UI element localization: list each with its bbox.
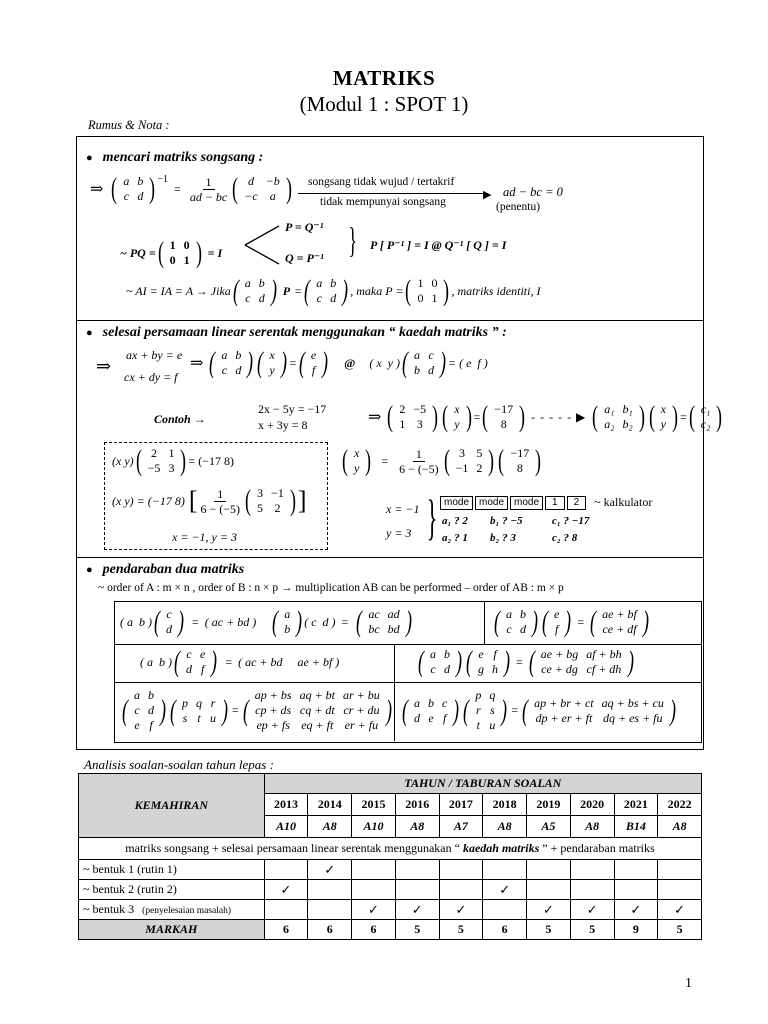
code-cell: A5 bbox=[527, 816, 571, 838]
page-number: 1 bbox=[685, 976, 692, 991]
mult-2x2-2x1: ( a b c d ) ( e f ) = ( ae + bf ce + df ) bbox=[494, 605, 649, 638]
section1-heading: ● mencari matriks songsang : bbox=[86, 150, 264, 165]
year-cell: 2016 bbox=[395, 794, 439, 816]
empty-cell bbox=[614, 860, 658, 880]
skill-label bbox=[79, 900, 265, 920]
determinant-eq: ad − bc = 0 bbox=[503, 185, 563, 199]
skill-label-text: ~ bentuk 3 bbox=[83, 902, 135, 916]
row-form: (x y) bbox=[112, 453, 134, 468]
implies-arrow: ⇒ bbox=[96, 356, 112, 376]
example-eq2: x + 3y = 8 bbox=[258, 418, 308, 432]
tick-cell: ✓ bbox=[395, 900, 439, 920]
year-cell: 2014 bbox=[308, 794, 352, 816]
rumus-label: Rumus & Nota : bbox=[88, 118, 170, 132]
calc-a2: a₂ ? 1 bbox=[442, 532, 468, 544]
empty-cell bbox=[352, 860, 396, 880]
row-result: x = −1, y = 3 bbox=[172, 530, 237, 544]
mult-3x2-2x3: ( a b c d e f ) ( p q r s t u ) = ( ap + bs aq + bt ar + bu cp + ds cq + dt cr + du ep + fs eq + ft er + fu ) bbox=[122, 688, 392, 732]
code-cell: A8 bbox=[658, 816, 702, 838]
skill-label bbox=[79, 860, 265, 880]
markah-cell: 6 bbox=[352, 920, 396, 940]
empty-cell bbox=[527, 880, 571, 900]
tick-cell: ✓ bbox=[658, 900, 702, 920]
equals-row: = (−17 8) bbox=[188, 453, 234, 468]
empty-cell bbox=[483, 860, 527, 880]
grid-hline-2 bbox=[114, 682, 702, 683]
skill-row bbox=[79, 860, 702, 880]
general-eq1: ax + by = e bbox=[126, 348, 183, 362]
empty-cell bbox=[308, 880, 352, 900]
empty-cell bbox=[570, 880, 614, 900]
empty-cell bbox=[395, 880, 439, 900]
kemahiran-header: KEMAHIRAN bbox=[79, 774, 265, 838]
page-title: MATRIKS bbox=[332, 66, 436, 90]
year-cell: 2022 bbox=[658, 794, 702, 816]
topic-suffix: ” + pendaraban matriks bbox=[542, 841, 655, 855]
topic-bold: kaedah matriks bbox=[462, 841, 540, 855]
skill-label-note: (penyelesaian masalah) bbox=[142, 906, 232, 916]
brace: } bbox=[348, 220, 357, 260]
calc-a1: a₁ ? 2 bbox=[442, 515, 468, 527]
markah-cell: 5 bbox=[570, 920, 614, 940]
q-equals: Q = P⁻¹ bbox=[285, 251, 324, 265]
taburan-header: TAHUN / TABURAN SOALAN bbox=[264, 774, 701, 794]
empty-cell bbox=[308, 900, 352, 920]
calc-b2: b₂ ? 3 bbox=[490, 532, 516, 544]
mult-2x2-2x2: ( a b c d ) ( e f g h ) = ( ae + bg af + bh ce + dg cf + dh ) bbox=[418, 645, 634, 678]
code-cell: A8 bbox=[483, 816, 527, 838]
calc-key-1: 1 bbox=[545, 496, 565, 510]
ai-line: ~ AI = IA = A → Jika bbox=[126, 283, 231, 298]
empty-cell bbox=[439, 860, 483, 880]
skill-row bbox=[79, 900, 702, 920]
order-line: ~ order of A : m × n , order of B : n × p → multiplication AB can be performed – order of AB : m × p bbox=[98, 582, 564, 594]
code-cell: A8 bbox=[570, 816, 614, 838]
example-eq1: 2x − 5y = −17 bbox=[258, 402, 327, 416]
tick-cell: ✓ bbox=[527, 900, 571, 920]
empty-cell bbox=[570, 860, 614, 880]
no-inverse-label: songsang tidak wujud / tertakrif bbox=[308, 176, 455, 188]
calc-b1: b₁ ? −5 bbox=[490, 515, 523, 527]
empty-cell bbox=[527, 860, 571, 880]
skill-label bbox=[79, 880, 265, 900]
topic-prefix: matriks songsang + selesai persamaan linear serentak menggunakan “ bbox=[125, 841, 460, 855]
general-eq2: cx + dy = f bbox=[124, 370, 178, 384]
year-cell: 2021 bbox=[614, 794, 658, 816]
year-cell: 2019 bbox=[527, 794, 571, 816]
code-cell: A7 bbox=[439, 816, 483, 838]
mult-1x2-2x1: ( a b ) ( c d ) = ( ac + bd ) ( a b ) ( c d ) = ( ac ad bc bd ) bbox=[120, 605, 412, 638]
analysis-table bbox=[78, 773, 702, 940]
skill-row bbox=[79, 880, 702, 900]
no-inverse-label-2: tidak mempunyai songsang bbox=[320, 196, 446, 208]
markah-cell: 9 bbox=[614, 920, 658, 940]
section2-heading: ● selesai persamaan linear serentak menggunakan “ kaedah matriks ” : bbox=[86, 325, 507, 340]
year-cell: 2020 bbox=[570, 794, 614, 816]
identity-label: , matriks identiti, I bbox=[451, 283, 541, 298]
tick-cell: ✓ bbox=[264, 880, 308, 900]
tick-cell: ✓ bbox=[352, 900, 396, 920]
row-method-2: (x y) = (−17 8) [ $\frac{1}{6 - (-5)}$ ( 3 −1 5 2 ) ] bbox=[112, 484, 307, 517]
arrow-line bbox=[298, 193, 488, 194]
section-divider-1 bbox=[76, 320, 704, 321]
ai-identity: ~ AI = IA = A → Jika ( a b c d ) P = ( a b c d ) , maka P = ( 1 0 0 1 ) , matriks identiti, I bbox=[126, 274, 541, 307]
markah-label: MARKAH bbox=[79, 920, 265, 940]
branch-arrows bbox=[243, 222, 283, 268]
empty-cell bbox=[439, 880, 483, 900]
contoh-label: Contoh → bbox=[154, 412, 206, 426]
year-cell: 2013 bbox=[264, 794, 308, 816]
tick-cell: ✓ bbox=[570, 900, 614, 920]
empty-cell bbox=[264, 860, 308, 880]
empty-cell bbox=[264, 900, 308, 920]
markah-cell: 6 bbox=[308, 920, 352, 940]
calc-mode-2: mode bbox=[475, 496, 508, 510]
empty-cell bbox=[658, 880, 702, 900]
sol-y: y = 3 bbox=[386, 526, 412, 540]
code-cell: A8 bbox=[308, 816, 352, 838]
empty-cell bbox=[352, 880, 396, 900]
tick-cell: ✓ bbox=[483, 880, 527, 900]
maka-text: , maka P = bbox=[350, 283, 404, 298]
analysis-label: Analisis soalan-soalan tahun lepas : bbox=[84, 757, 274, 772]
empty-cell bbox=[483, 900, 527, 920]
code-cell: A10 bbox=[264, 816, 308, 838]
grid-hline-1 bbox=[114, 644, 702, 645]
inverse-formula: ⇒ ( a b c d ) $^{-1}$ = $\frac{1}{ad - bc}$ ( d −b −c a ) bbox=[90, 172, 292, 205]
topic-row bbox=[79, 838, 702, 860]
page-subtitle: (Modul 1 : SPOT 1) bbox=[299, 92, 469, 116]
calc-c1: c₁ ? −17 bbox=[552, 515, 590, 527]
code-cell: A8 bbox=[395, 816, 439, 838]
markah-row bbox=[79, 920, 702, 940]
tick-cell: ✓ bbox=[614, 900, 658, 920]
column-method: ( x y ) = $\frac{1}{6 - (-5)}$ ( 3 5 −1 2 ) ( −17 8 ) bbox=[342, 444, 542, 477]
tick-cell: ✓ bbox=[439, 900, 483, 920]
example-matrix: ⇒ ( 2 −5 1 3 ) ( x y ) = ( −17 8 ) - - - - - ▶ ( a₁ b₁ a₂ b₂ ) ( x y ) = ( c₁ c₂ ) bbox=[368, 400, 723, 433]
year-cell: 2017 bbox=[439, 794, 483, 816]
equals-row-2: (x y) = (−17 8) bbox=[112, 493, 185, 508]
mult-1x2-2x2: ( a b ) ( c e d f ) = ( ac + bd ae + bf ) bbox=[140, 645, 340, 678]
skill-label-text: ~ bentuk 2 (rutin 2) bbox=[83, 882, 177, 896]
grid-vline-1 bbox=[484, 601, 485, 644]
pq-line: ~ PQ = bbox=[120, 245, 156, 260]
calc-mode-1: mode bbox=[440, 496, 473, 510]
row-method-1: (x y) ( 2 1 −5 3 ) = (−17 8) bbox=[112, 444, 234, 477]
matrix-form: ⇒ ( a b c d ) ( x y ) = ( e f ) @ ( x y ) ( a c b d ) = ( e f ) bbox=[190, 346, 488, 379]
empty-cell bbox=[614, 880, 658, 900]
markah-cell: 5 bbox=[527, 920, 571, 940]
mult-2x3-3x2: ( a b c d e f ) ( p q r s t u ) = ( ap + br + ct aq + bs + cu dp + er + ft dq + es + fu ) bbox=[402, 688, 676, 732]
calculator-label: ~ kalkulator bbox=[594, 495, 653, 509]
calc-mode-3: mode bbox=[510, 496, 543, 510]
skill-label-text: ~ bentuk 1 (rutin 1) bbox=[83, 862, 177, 876]
markah-cell: 6 bbox=[264, 920, 308, 940]
empty-cell bbox=[658, 860, 702, 880]
identity-relation: P [ P⁻¹ ] = I @ Q⁻¹ [ Q ] = I bbox=[370, 238, 507, 252]
markah-cell: 5 bbox=[439, 920, 483, 940]
penentu-label: (penentu) bbox=[496, 201, 541, 213]
sol-x: x = −1 bbox=[386, 502, 420, 516]
arrow-head: ▶ bbox=[483, 189, 492, 201]
code-cell: B14 bbox=[614, 816, 658, 838]
markah-cell: 5 bbox=[658, 920, 702, 940]
year-cell: 2015 bbox=[352, 794, 396, 816]
calc-key-2: 2 bbox=[567, 496, 587, 510]
grid-vline-2 bbox=[394, 644, 395, 741]
pq-identity: ~ PQ = ( 1 0 0 1 ) = I bbox=[120, 236, 223, 269]
tick-cell: ✓ bbox=[308, 860, 352, 880]
section3-heading: ● pendaraban dua matriks bbox=[86, 562, 245, 577]
section-divider-2 bbox=[76, 557, 704, 558]
markah-cell: 5 bbox=[395, 920, 439, 940]
sol-brace: } bbox=[426, 489, 438, 545]
calc-c2: c₂ ? 8 bbox=[552, 532, 578, 544]
code-cell: A10 bbox=[352, 816, 396, 838]
year-cell: 2018 bbox=[483, 794, 527, 816]
empty-cell bbox=[395, 860, 439, 880]
p-equals: P = Q⁻¹ bbox=[285, 220, 324, 234]
calc-button-row bbox=[440, 495, 652, 510]
markah-cell: 6 bbox=[483, 920, 527, 940]
